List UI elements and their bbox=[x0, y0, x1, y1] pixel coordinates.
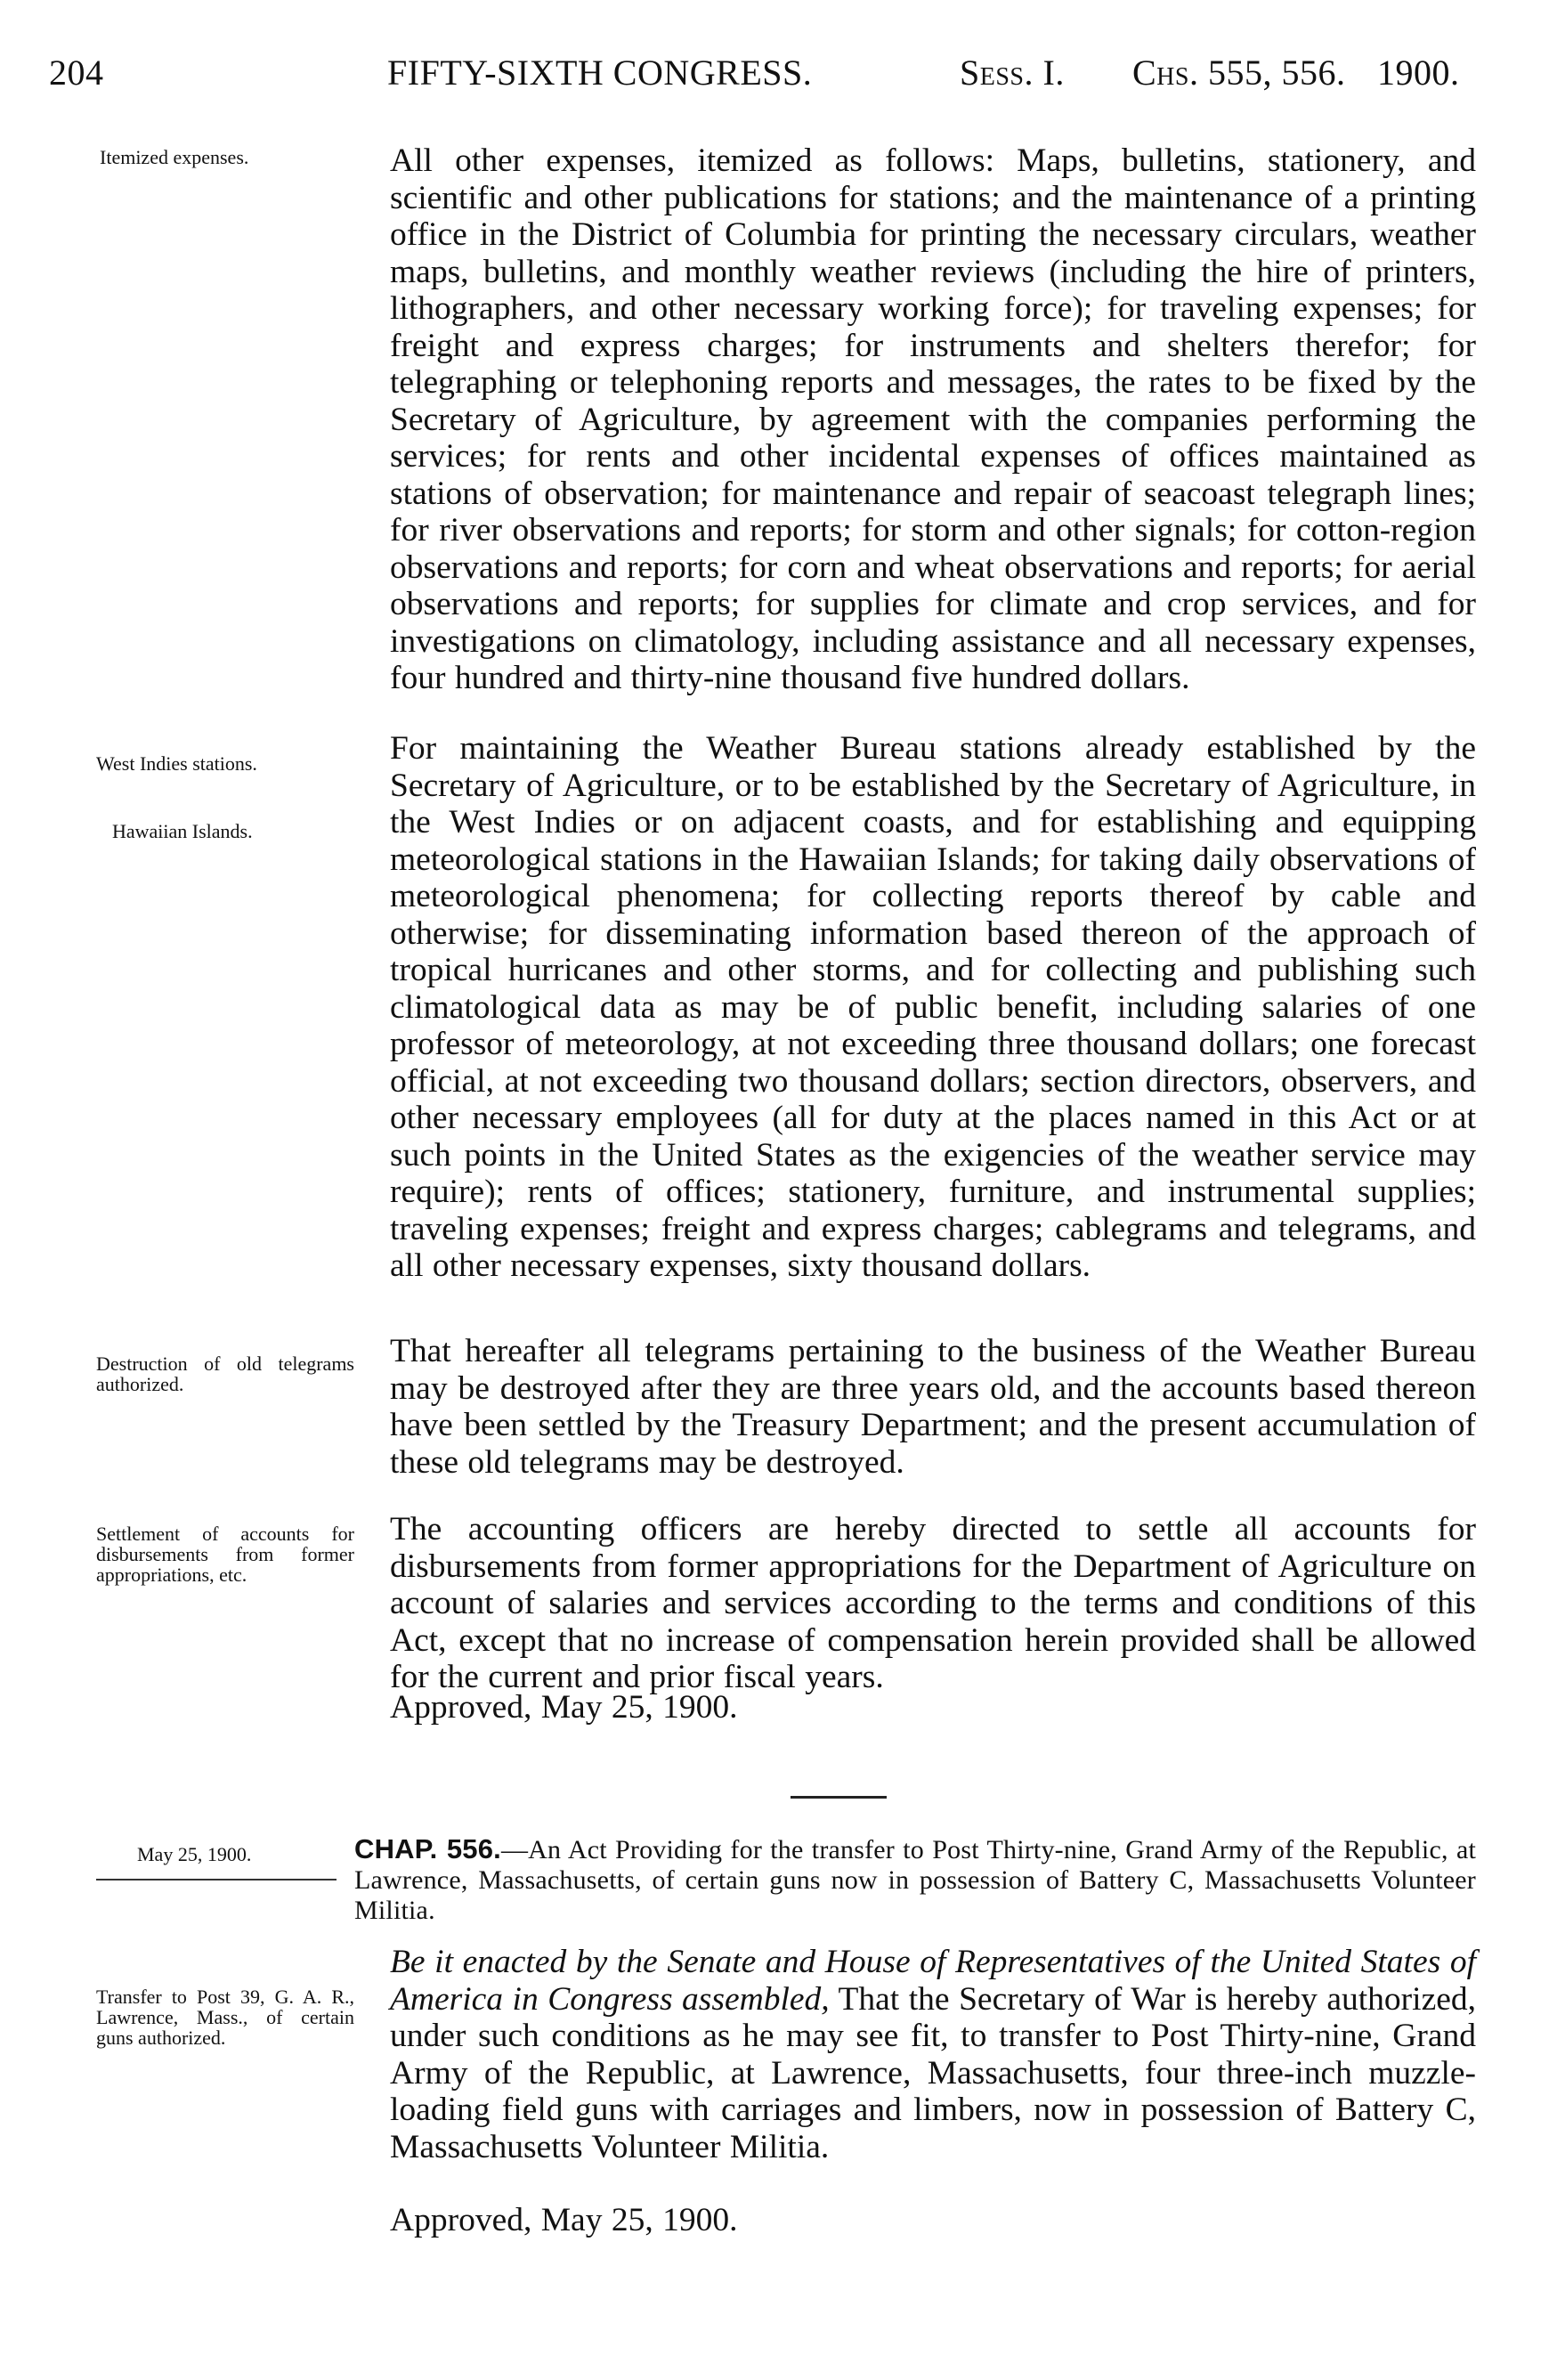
paragraph-telegrams-text: That hereafter all telegrams pertaining to the business of the Weather Bureau may be destroyed after they are three years old, and the accounts based thereon have been settled by the Treasury Department; and the present accumulation of these old telegrams may be destroyed. bbox=[390, 1333, 1476, 1481]
enacting-paragraph-inner bbox=[354, 1944, 1476, 2165]
paragraph-expenses-text: All other expenses, itemized as follows: Maps, bulletins, stationery, and scientific and other publications for stations; and the maintenance of a printing office in the District of Columbia for printing the necessary circulars, weather maps, bulletins, and monthly weather reviews (including the hire of printers, lithographers, and other necessary working force); for traveling expenses; for freight and express charges; for instruments and shelters therefor; for telegraphing or telephoning reports and messages, the rates to be fixed by the Secretary of Agriculture, by agreement with the companies performing the services; for rents and other incidental expenses of offices maintained as stations of observation; for maintenance and repair of seacoast telegraph lines; for river observations and reports; for storm and other signals; for cotton-region observations and reports; for corn and wheat observations and reports; for aerial observations and reports; for supplies for climate and crop services, and for investigations on climatology, including assistance and all necessary expenses, four hundred and thirty-nine thousand five hundred dollars. bbox=[390, 142, 1476, 696]
page-header bbox=[45, 52, 1473, 105]
chapter-date-rule bbox=[96, 1879, 337, 1880]
paragraph-settlement bbox=[354, 1511, 1476, 1696]
approval-text: Approved, May 25, 1900. bbox=[390, 1689, 738, 1726]
margin-note-chapter-date: May 25, 1900. bbox=[137, 1843, 252, 1865]
paragraph-telegrams bbox=[354, 1333, 1476, 1481]
margin-note-destruction-telegrams: Destruction of old telegrams authorized. bbox=[96, 1352, 354, 1395]
header-year: 1900. bbox=[1377, 53, 1460, 93]
paragraph-west-indies bbox=[354, 730, 1476, 1285]
approval-text-2: Approved, May 25, 1900. bbox=[390, 2202, 738, 2238]
session-label: Sess. I. bbox=[960, 53, 1065, 93]
paragraph-enacting bbox=[354, 1944, 1476, 2165]
chapter-title: —An Act Providing for the transfer to Post Thirty-nine, Grand Army of the Republic, at Lawrence, Massachusetts, of certain guns now in possession of Battery C, Massachusetts Volunteer Militia. bbox=[354, 1835, 1476, 1925]
approval-line-chapter-555 bbox=[354, 1689, 1476, 1726]
section-divider bbox=[791, 1796, 887, 1799]
margin-note-transfer-guns: Transfer to Post 39, G. A. R., Lawrence, Mass., of certain guns authorized. bbox=[96, 1986, 354, 2049]
paragraph-settlement-text: The accounting officers are hereby directed to settle all accounts for disbursements from former appropriations for the Department of Agriculture on account of salaries and services according to the terms and conditions of this Act, except that no increase of compensation herein provided shall be allowed for the current and prior fiscal years. bbox=[390, 1511, 1476, 1695]
enacting-clause: Be it enacted by the Senate and House of Representatives of the United States of America in Congress assembled, bbox=[390, 1944, 1476, 2018]
margin-note-hawaiian-islands: Hawaiian Islands. bbox=[112, 820, 253, 842]
chapter-body: That the Secretary of War is hereby authorized, under such conditions as he may see fit, to transfer to Post Thirty-nine, Grand Army of the Republic, at Lawrence, Massachusetts, four three-inch muzzle-loading field guns with carriages and limbers, now in possession of Battery C, Massachusetts Volunteer Militia. bbox=[390, 1980, 1476, 2165]
chapter-heading bbox=[354, 1834, 1476, 1926]
margin-note-west-indies-stations: West Indies stations. bbox=[96, 752, 257, 775]
running-title: FIFTY-SIXTH CONGRESS. bbox=[387, 53, 813, 93]
chapters-label: Chs. 555, 556. bbox=[1132, 53, 1346, 93]
approval-line-chapter-556 bbox=[354, 2202, 1476, 2239]
page-number: 204 bbox=[49, 53, 104, 93]
margin-note-itemized-expenses: Itemized expenses. bbox=[100, 146, 249, 168]
chapter-label: CHAP. 556. bbox=[354, 1833, 501, 1864]
margin-note-settlement: Settlement of accounts for disbursements from former appropriations, etc. bbox=[96, 1523, 354, 1586]
paragraph-expenses bbox=[354, 142, 1476, 697]
paragraph-west-indies-text: For maintaining the Weather Bureau stations already established by the Secretary of Agriculture, or to be established by the Secretary of Agriculture, in the West Indies or on adjacent coasts, and for establishing and equipping meteorological stations in the Hawaiian Islands; for taking daily observations of meteorological phenomena; for collecting reports thereof by cable and otherwise; for disseminating information based thereon of the approach of tropical hurricanes and other storms, and for collecting and publishing such climatological data as may be of public benefit, including salaries of one professor of meteorology, at not exceeding three thousand dollars; one forecast official, at not exceeding two thousand dollars; section directors, observers, and other necessary employees (all for duty at the places named in this Act or at such points in the United States as the exigencies of the weather service may require); rents of offices; stationery, furniture, and instrumental supplies; traveling expenses; freight and express charges; cablegrams and telegrams, and all other necessary expenses, sixty thousand dollars. bbox=[390, 730, 1476, 1284]
